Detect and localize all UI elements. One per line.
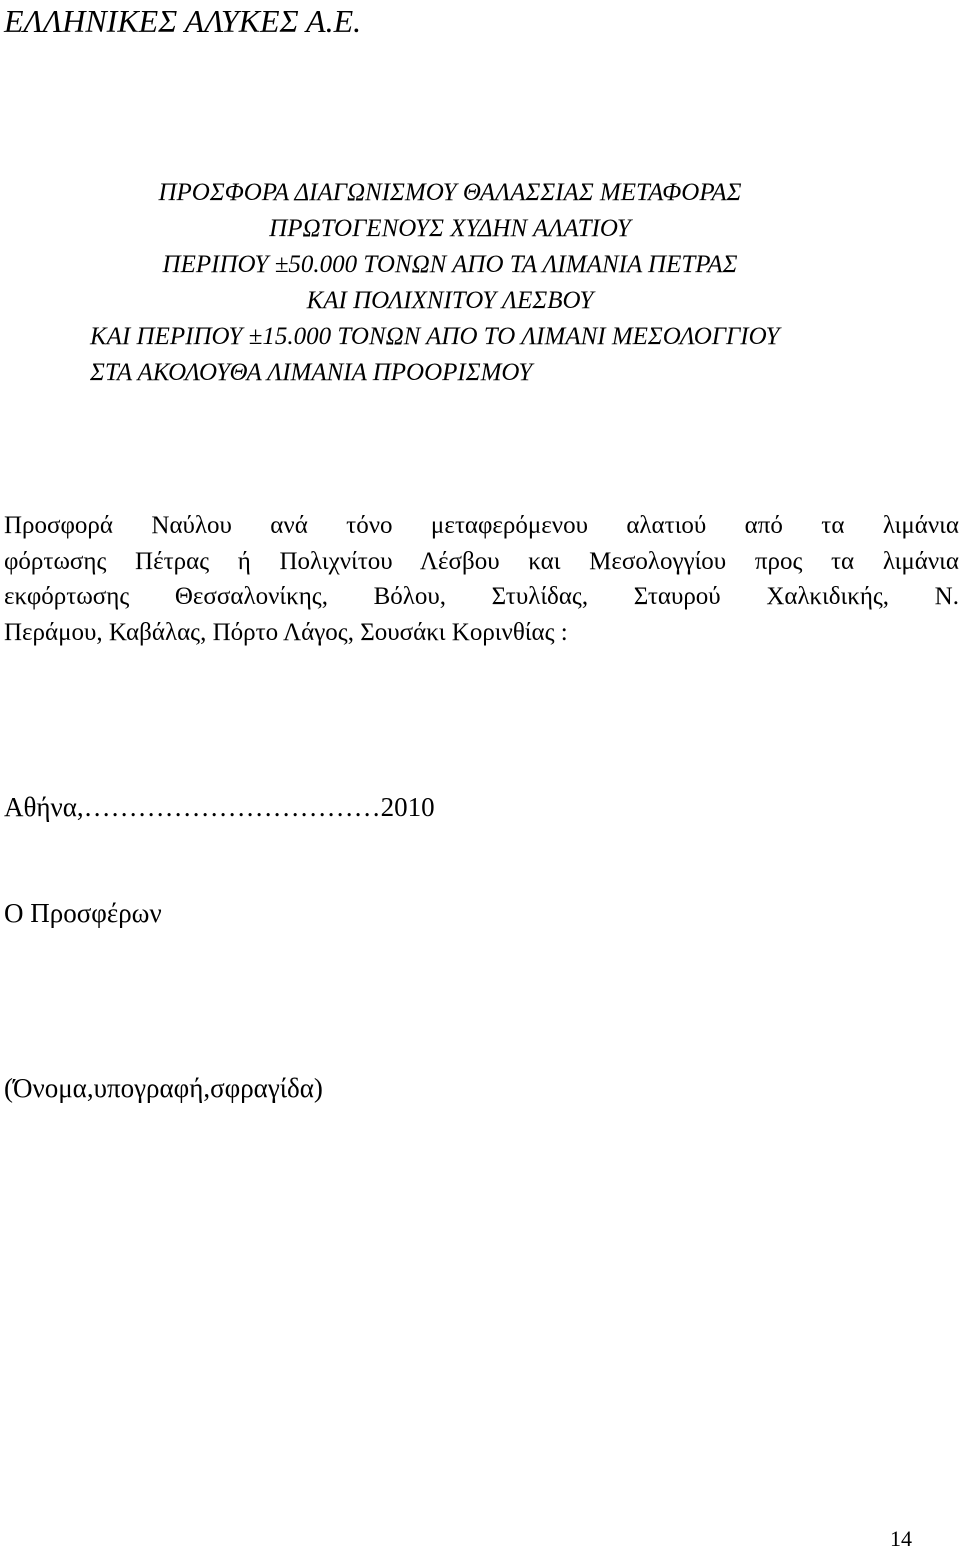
- title-line: ΠΡΟΣΦΟΡΑ ΔΙΑΓΩΝΙΣΜΟΥ ΘΑΛΑΣΣΙΑΣ ΜΕΤΑΦΟΡΑΣ: [158, 179, 742, 206]
- title-line: ΚΑΙ ΠΟΛΙΧΝΙΤΟΥ ΛΕΣΒΟΥ: [306, 287, 594, 314]
- place-date: Αθήνα,……………………………2010: [4, 792, 435, 822]
- title-line: ΠΡΩΤΟΓΕΝΟΥΣ ΧΥΔΗΝ ΑΛΑΤΙΟΥ: [269, 215, 631, 242]
- body-line: Προσφορά Ναύλου ανά τόνο μεταφερόμενου αλατιού από τα λιμάνια: [4, 512, 959, 539]
- page-number: 14: [890, 1526, 912, 1551]
- tender-title: [90, 175, 810, 391]
- signature-note: (Όνομα,υπογραφή,σφραγίδα): [4, 1073, 323, 1103]
- company-name: ΕΛΛΗΝΙΚΕΣ ΑΛΥΚΕΣ Α.Ε.: [4, 3, 362, 39]
- body-line: εκφόρτωσης Θεσσαλονίκης, Βόλου, Στυλίδας, Σταυρού Χαλκιδικής, Ν.: [4, 583, 959, 610]
- offeror-label: Ο Προσφέρων: [4, 898, 162, 928]
- title-line: ΚΑΙ ΠΕΡΙΠΟΥ ±15.000 ΤΟΝΩΝ ΑΠΟ ΤΟ ΛΙΜΑΝΙ ΜΕΣΟΛΟΓΓΙΟΥ: [90, 323, 780, 350]
- body-line: φόρτωσης Πέτρας ή Πολιχνίτου Λέσβου και Μεσολογγίου προς τα λιμάνια: [4, 547, 959, 575]
- offer-description: [4, 508, 959, 650]
- body-line: Περάμου, Καβάλας, Πόρτο Λάγος, Σουσάκι Κορινθίας :: [4, 618, 568, 646]
- title-line: ΣΤΑ ΑΚΟΛΟΥΘΑ ΛΙΜΑΝΙΑ ΠΡΟΟΡΙΣΜΟΥ: [90, 359, 533, 386]
- title-line: ΠΕΡΙΠΟΥ ±50.000 ΤΟΝΩΝ ΑΠΟ ΤΑ ΛΙΜΑΝΙΑ ΠΕΤΡΑΣ: [162, 251, 738, 278]
